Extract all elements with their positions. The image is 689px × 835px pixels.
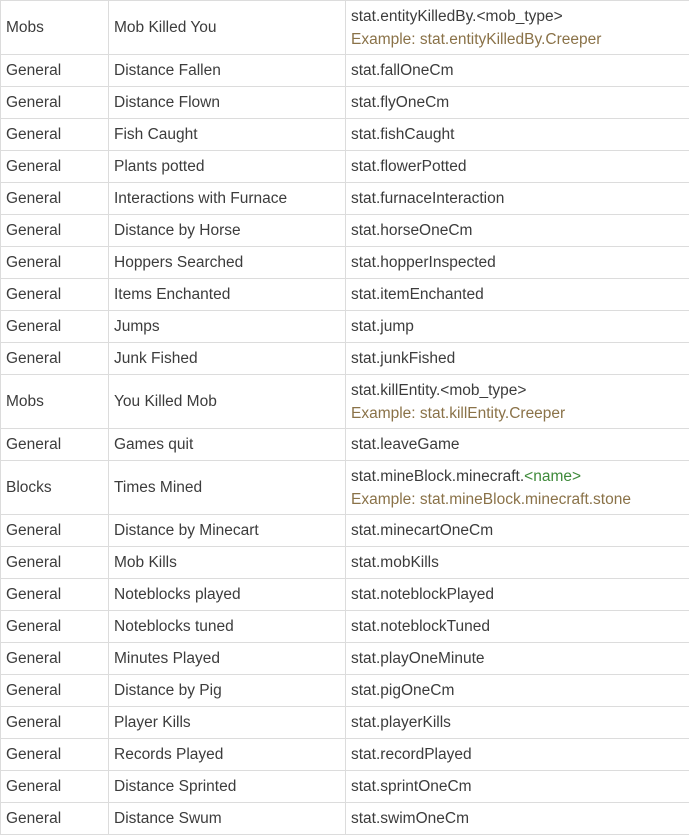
category-cell: General: [1, 55, 109, 87]
statistic-id-cell: [346, 675, 689, 707]
table-row: [1, 771, 689, 803]
statistic-example: Example: stat.entityKilledBy.Creeper: [351, 30, 602, 48]
category-cell: General: [1, 279, 109, 311]
statistic-id-placeholder: <name>: [524, 467, 582, 485]
table-row: [1, 87, 689, 119]
statistic-id: [351, 807, 684, 830]
statistic-id-text: stat.jump: [351, 318, 414, 335]
statistic-id: [351, 711, 684, 734]
statistic-id-text: stat.noteblockTuned: [351, 618, 491, 635]
statistic-id-text: stat.entityKilledBy.<mob_type>: [351, 7, 563, 25]
category-cell: General: [1, 515, 109, 547]
statistic-id-text: stat.junkFished: [351, 350, 456, 367]
statistic-id-text: stat.swimOneCm: [351, 810, 469, 827]
statistic-id: [351, 59, 684, 82]
statistic-id-cell: [346, 55, 689, 87]
statistic-id-text: stat.fallOneCm: [351, 62, 454, 79]
statistic-id: [351, 465, 684, 488]
statistic-name-cell: Mob Killed You: [109, 1, 346, 55]
statistic-name-cell: Junk Fished: [109, 343, 346, 375]
table-row: [1, 55, 689, 87]
table-row: [1, 515, 689, 547]
statistic-id-cell: [346, 643, 689, 675]
statistic-example: Example: stat.killEntity.Creeper: [351, 404, 566, 422]
table-row: [1, 151, 689, 183]
statistic-id-cell: [346, 707, 689, 739]
statistic-name-cell: Distance Swum: [109, 803, 346, 835]
statistic-id-cell: [346, 311, 689, 343]
statistic-id-cell: [346, 461, 689, 515]
statistic-id: [351, 583, 684, 606]
category-cell: General: [1, 707, 109, 739]
statistic-name-cell: Distance by Pig: [109, 675, 346, 707]
statistic-name-cell: Plants potted: [109, 151, 346, 183]
statistic-id-cell: [346, 87, 689, 119]
statistic-id: [351, 187, 684, 210]
table-row: [1, 707, 689, 739]
category-cell: General: [1, 343, 109, 375]
statistic-id-text: stat.flowerPotted: [351, 158, 467, 175]
table-row: [1, 279, 689, 311]
category-cell: General: [1, 247, 109, 279]
table-row: [1, 579, 689, 611]
statistic-id-cell: [346, 579, 689, 611]
table-row: [1, 675, 689, 707]
category-cell: General: [1, 771, 109, 803]
category-cell: General: [1, 87, 109, 119]
table-row: [1, 183, 689, 215]
statistic-id-cell: [346, 739, 689, 771]
statistic-id-cell: [346, 215, 689, 247]
category-cell: General: [1, 429, 109, 461]
category-cell: General: [1, 739, 109, 771]
statistic-id-cell: [346, 375, 689, 429]
statistic-id-cell: [346, 247, 689, 279]
statistic-id-cell: [346, 1, 689, 55]
statistic-id: [351, 219, 684, 242]
statistic-id-text: stat.recordPlayed: [351, 746, 472, 763]
statistic-name-cell: Distance by Horse: [109, 215, 346, 247]
statistic-id: [351, 123, 684, 146]
statistic-name-cell: Interactions with Furnace: [109, 183, 346, 215]
statistic-id-cell: [346, 515, 689, 547]
category-cell: Mobs: [1, 1, 109, 55]
statistic-id: [351, 679, 684, 702]
statistic-id-text: stat.leaveGame: [351, 436, 460, 453]
category-cell: General: [1, 215, 109, 247]
table-row: [1, 119, 689, 151]
statistic-id-text: stat.fishCaught: [351, 126, 455, 143]
table-row: [1, 547, 689, 579]
statistic-id-cell: [346, 803, 689, 835]
statistic-name-cell: Minutes Played: [109, 643, 346, 675]
table-row: [1, 215, 689, 247]
category-cell: General: [1, 675, 109, 707]
statistic-id-text: stat.horseOneCm: [351, 222, 473, 239]
statistic-id: [351, 433, 684, 456]
statistic-id: [351, 551, 684, 574]
statistic-id-cell: [346, 279, 689, 311]
category-cell: Blocks: [1, 461, 109, 515]
statistic-id-text: stat.furnaceInteraction: [351, 190, 505, 207]
category-cell: Mobs: [1, 375, 109, 429]
statistic-id-text: stat.playOneMinute: [351, 650, 485, 667]
statistic-name-cell: Fish Caught: [109, 119, 346, 151]
table-row: [1, 803, 689, 835]
statistic-id-cell: [346, 771, 689, 803]
statistic-id-text: stat.playerKills: [351, 714, 451, 731]
statistic-id: [351, 615, 684, 638]
statistic-id: [351, 647, 684, 670]
table-row: [1, 739, 689, 771]
statistic-name-cell: Player Kills: [109, 707, 346, 739]
statistic-id-cell: [346, 119, 689, 151]
table-row: [1, 1, 689, 55]
table-row: [1, 611, 689, 643]
category-cell: General: [1, 547, 109, 579]
category-cell: General: [1, 151, 109, 183]
statistic-id-cell: [346, 611, 689, 643]
statistic-id-text: stat.flyOneCm: [351, 94, 450, 111]
statistic-id-cell: [346, 343, 689, 375]
statistic-id-cell: [346, 183, 689, 215]
category-cell: General: [1, 611, 109, 643]
statistic-name-cell: Distance Flown: [109, 87, 346, 119]
statistics-table-body: [1, 1, 689, 835]
statistic-id-text: stat.killEntity.<mob_type>: [351, 381, 527, 399]
table-row: [1, 343, 689, 375]
statistic-id-text: stat.sprintOneCm: [351, 778, 472, 795]
statistic-id-text: stat.mineBlock.minecraft.: [351, 467, 525, 485]
table-row: [1, 311, 689, 343]
table-row: [1, 643, 689, 675]
statistic-name-cell: Items Enchanted: [109, 279, 346, 311]
statistic-id-cell: [346, 429, 689, 461]
category-cell: General: [1, 311, 109, 343]
table-row: [1, 461, 689, 515]
statistic-example: Example: stat.mineBlock.minecraft.stone: [351, 490, 631, 508]
category-cell: General: [1, 119, 109, 151]
statistic-name-cell: Noteblocks tuned: [109, 611, 346, 643]
statistic-id: [351, 155, 684, 178]
statistic-id: [351, 347, 684, 370]
category-cell: General: [1, 183, 109, 215]
statistic-name-cell: Distance Sprinted: [109, 771, 346, 803]
statistic-id-text: stat.mobKills: [351, 554, 439, 571]
statistic-id-text: stat.noteblockPlayed: [351, 586, 495, 603]
statistic-id: [351, 91, 684, 114]
statistic-id-cell: [346, 151, 689, 183]
statistic-name-cell: Noteblocks played: [109, 579, 346, 611]
statistic-name-cell: Games quit: [109, 429, 346, 461]
statistic-id: [351, 775, 684, 798]
category-cell: General: [1, 803, 109, 835]
statistic-name-cell: Jumps: [109, 311, 346, 343]
table-row: [1, 375, 689, 429]
table-row: [1, 429, 689, 461]
statistic-id: [351, 743, 684, 766]
statistic-name-cell: Records Played: [109, 739, 346, 771]
table-row: [1, 247, 689, 279]
statistic-name-cell: Mob Kills: [109, 547, 346, 579]
statistic-id: [351, 315, 684, 338]
statistic-id: [351, 283, 684, 306]
statistic-id-text: stat.pigOneCm: [351, 682, 455, 699]
statistic-id: [351, 519, 684, 542]
category-cell: General: [1, 643, 109, 675]
statistic-name-cell: You Killed Mob: [109, 375, 346, 429]
statistic-id: [351, 379, 684, 402]
statistic-name-cell: Hoppers Searched: [109, 247, 346, 279]
statistic-id-text: stat.hopperInspected: [351, 254, 496, 271]
statistic-id: [351, 251, 684, 274]
statistic-name-cell: Distance Fallen: [109, 55, 346, 87]
statistic-name-cell: Times Mined: [109, 461, 346, 515]
statistic-id-text: stat.minecartOneCm: [351, 522, 494, 539]
statistic-name-cell: Distance by Minecart: [109, 515, 346, 547]
statistic-id: [351, 5, 684, 28]
statistic-id-cell: [346, 547, 689, 579]
statistic-id-text: stat.itemEnchanted: [351, 286, 484, 303]
category-cell: General: [1, 579, 109, 611]
